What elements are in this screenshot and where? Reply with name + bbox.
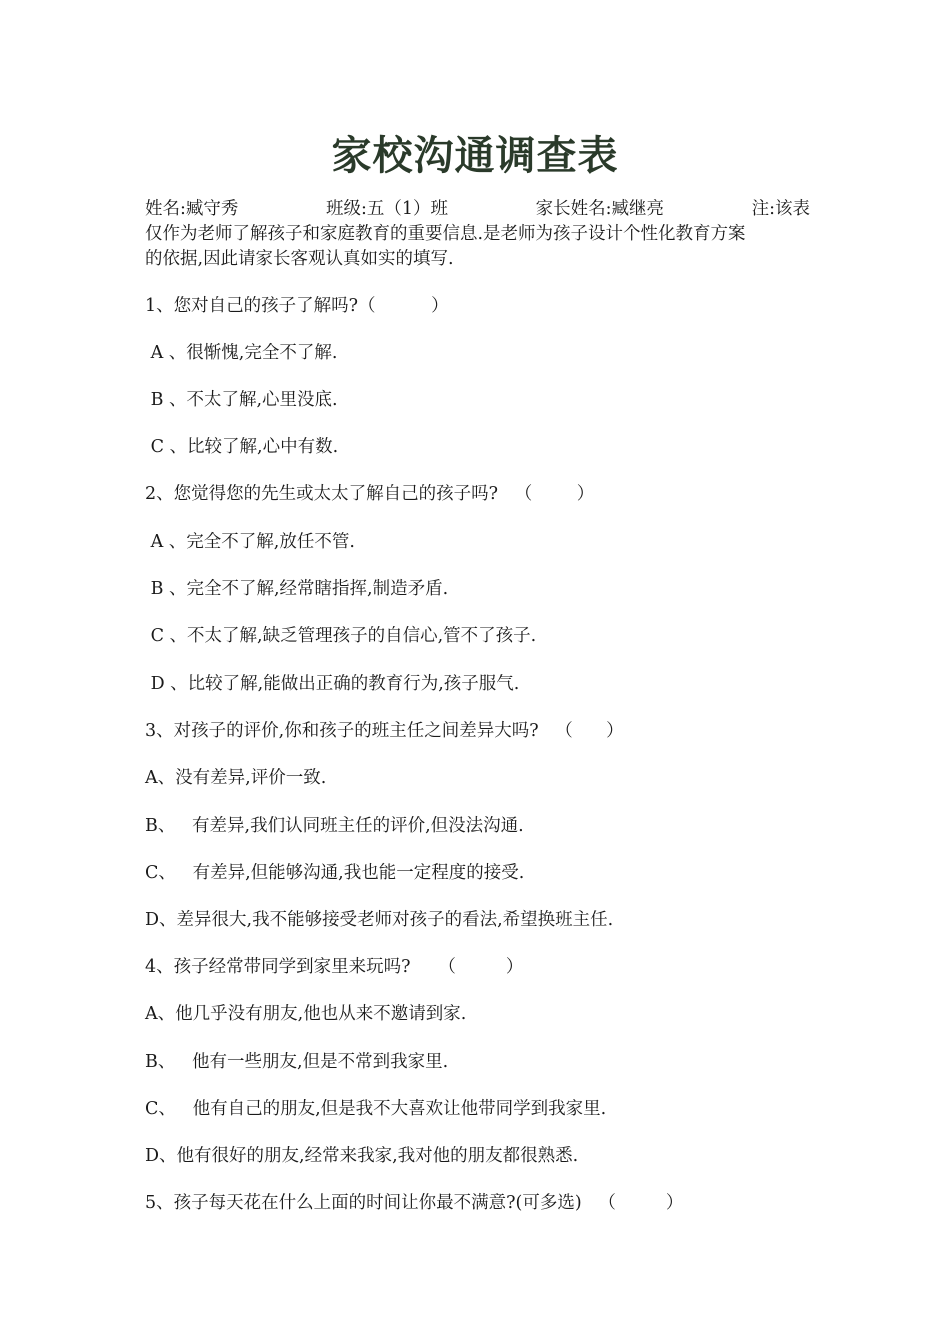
question-2: 2、您觉得您的先生或太太了解自己的孩子吗? （ ） <box>145 484 595 504</box>
q2-option-c: C 、不太了解,缺乏管理孩子的自信心,管不了孩子. <box>145 626 537 646</box>
note-text-2: 的依据,因此请家长客观认真如实的填写. <box>145 249 454 269</box>
q2-option-b: B 、完全不了解,经常瞎指挥,制造矛盾. <box>145 579 449 599</box>
q1-option-c: C 、比较了解,心中有数. <box>145 437 339 457</box>
info-row <box>145 197 810 222</box>
student-class: 班级:五（1）班 <box>325 199 449 219</box>
q3-option-c: C、 有差异,但能够沟通,我也能一定程度的接受. <box>145 863 525 883</box>
note-start: 注:该表 <box>751 199 810 219</box>
q3-option-b: B、 有差异,我们认同班主任的评价,但没法沟通. <box>145 816 524 836</box>
intro-block <box>145 197 810 272</box>
parent-name: 家长姓名:臧继亮 <box>535 199 664 219</box>
q1-option-b: B 、不太了解,心里没底. <box>145 390 338 410</box>
q4-option-c: C、 他有自己的朋友,但是我不大喜欢让他带同学到我家里. <box>145 1099 607 1119</box>
q2-option-a: A 、完全不了解,放任不管. <box>145 532 355 552</box>
q3-option-d: D、差异很大,我不能够接受老师对孩子的看法,希望换班主任. <box>145 910 614 930</box>
question-4: 4、孩子经常带同学到家里来玩吗? （ ） <box>145 957 524 977</box>
student-name: 姓名:臧守秀 <box>145 199 239 219</box>
q4-option-b: B、 他有一些朋友,但是不常到我家里. <box>145 1052 449 1072</box>
question-1: 1、您对自己的孩子了解吗?（ ） <box>145 296 449 316</box>
q1-option-a: A 、很惭愧,完全不了解. <box>145 343 338 363</box>
q4-option-a: A、他几乎没有朋友,他也从来不邀请到家. <box>145 1004 467 1024</box>
q4-option-d: D、他有很好的朋友,经常来我家,我对他的朋友都很熟悉. <box>145 1146 579 1166</box>
q2-option-d: D 、比较了解,能做出正确的教育行为,孩子服气. <box>145 674 520 694</box>
note-text-1: 仅作为老师了解孩子和家庭教育的重要信息.是老师为孩子设计个性化教育方案 <box>145 224 746 244</box>
page-title: 家校沟通调查表 <box>331 133 619 179</box>
q3-option-a: A、没有差异,评价一致. <box>145 768 327 788</box>
question-5: 5、孩子每天花在什么上面的时间让你最不满意?(可多选) （ ） <box>145 1193 684 1213</box>
question-3: 3、对孩子的评价,你和孩子的班主任之间差异大吗? （ ） <box>145 721 624 741</box>
